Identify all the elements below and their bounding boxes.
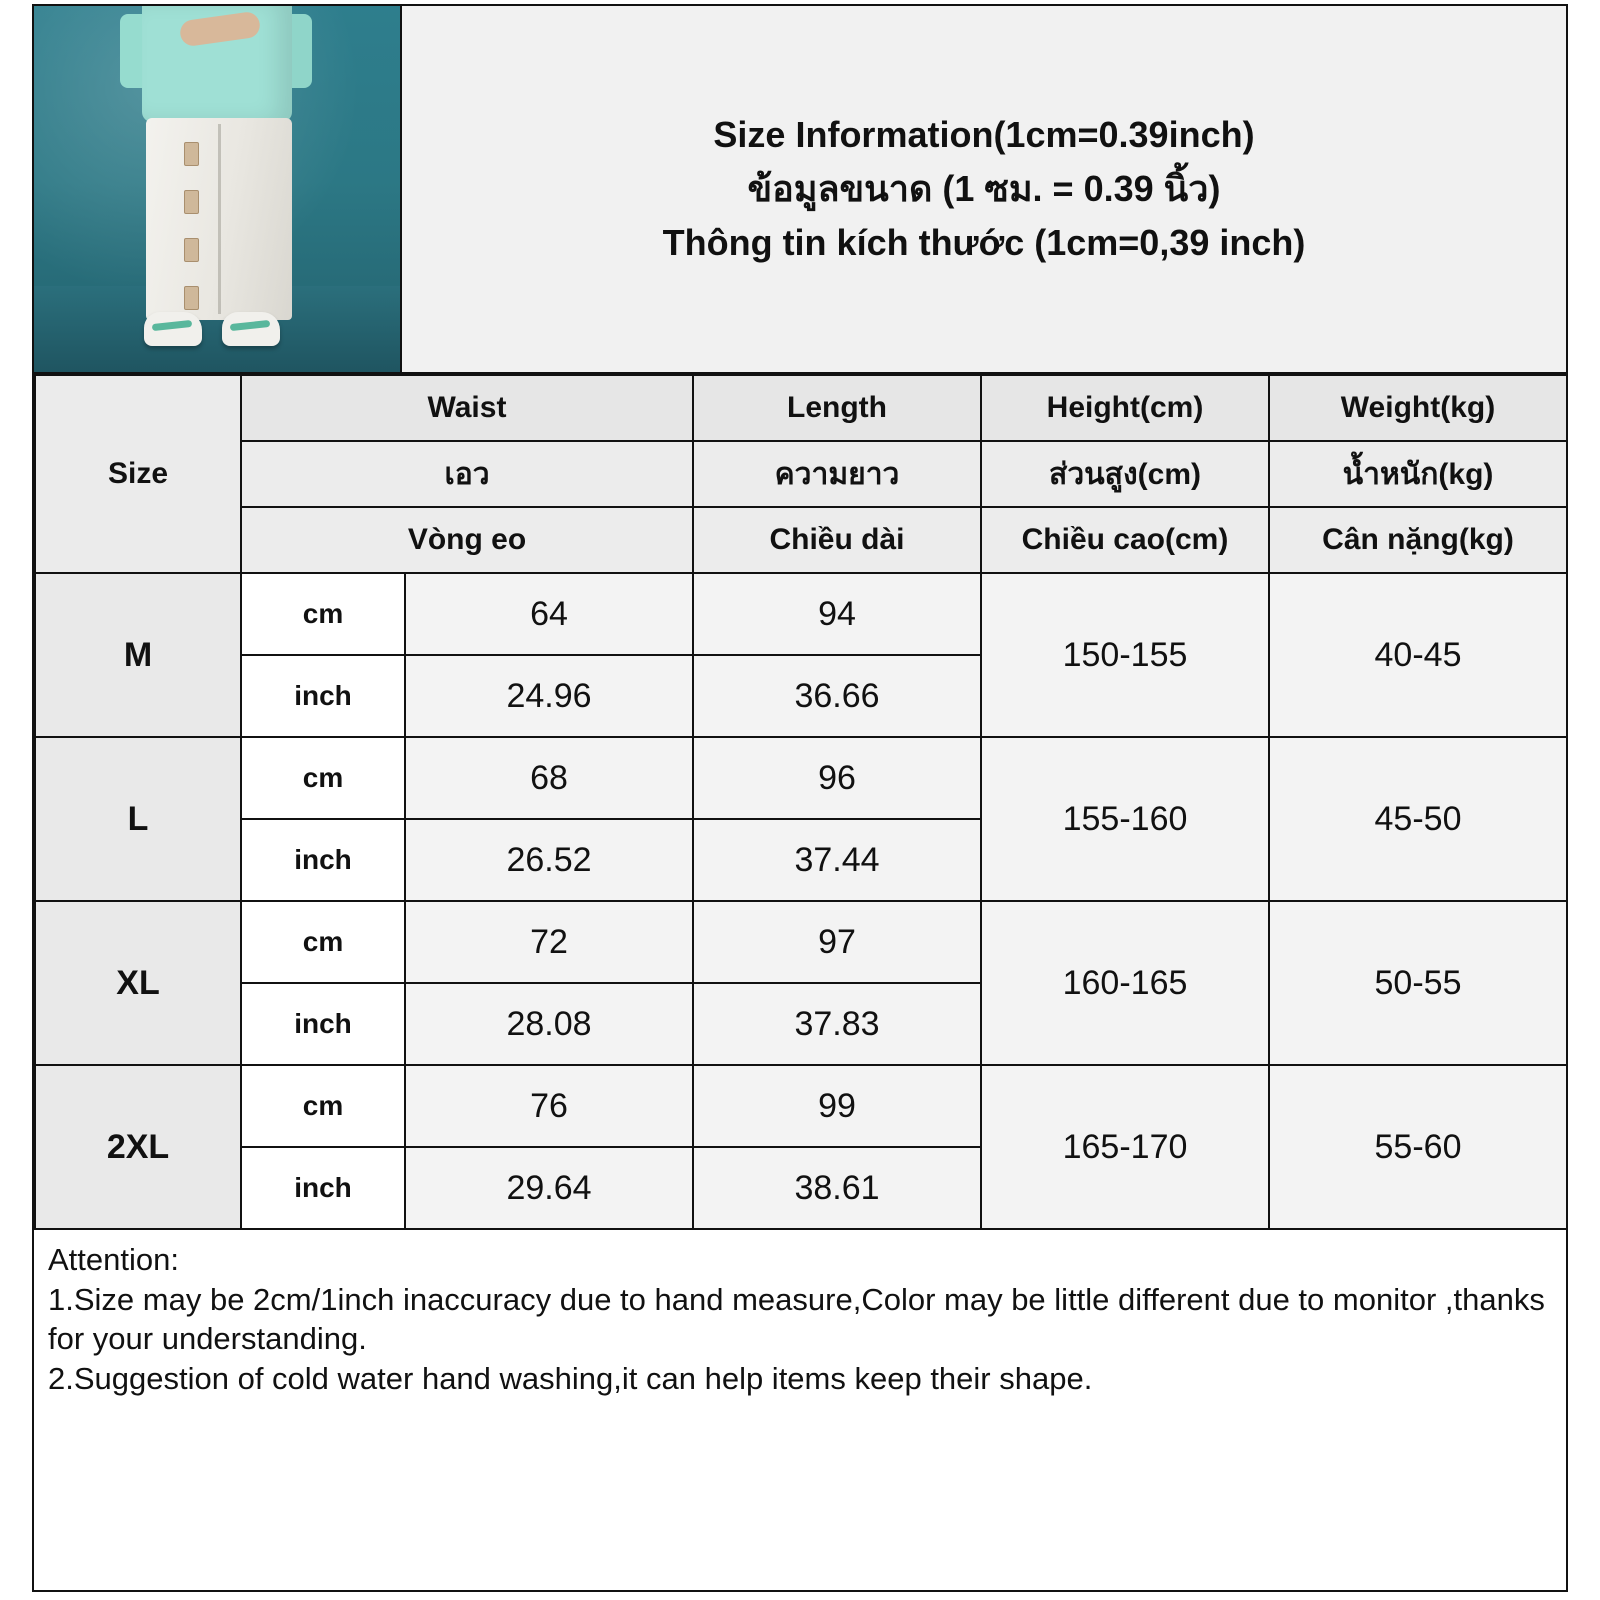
row-height: 150-155 (981, 573, 1269, 737)
photo-pants (146, 118, 292, 320)
photo-button (184, 190, 199, 214)
row-unit-cm: cm (241, 901, 405, 983)
row-height: 165-170 (981, 1065, 1269, 1229)
photo-button (184, 238, 199, 262)
row-length-cm: 97 (693, 901, 981, 983)
header-band (34, 6, 1566, 374)
table-header-row-vi (35, 507, 1567, 573)
header-length-en: Length (693, 375, 981, 441)
row-size-label: 2XL (35, 1065, 241, 1229)
photo-shoe-stripe (152, 320, 193, 331)
row-unit-inch: inch (241, 655, 405, 737)
row-length-inch: 37.83 (693, 983, 981, 1065)
header-waist-th: เอว (241, 441, 693, 507)
row-length-cm: 99 (693, 1065, 981, 1147)
row-unit-inch: inch (241, 1147, 405, 1229)
attention-note-2: 2.Suggestion of cold water hand washing,it can help items keep their shape. (48, 1361, 1093, 1397)
table-row (35, 901, 1567, 983)
header-weight-en: Weight(kg) (1269, 375, 1567, 441)
row-waist-cm: 72 (405, 901, 693, 983)
row-weight: 40-45 (1269, 573, 1567, 737)
row-waist-inch: 28.08 (405, 983, 693, 1065)
header-waist-en-real: Waist (241, 375, 693, 441)
photo-shoe-stripe (230, 320, 271, 331)
table-row (35, 1065, 1567, 1147)
row-length-cm: 94 (693, 573, 981, 655)
header-height-en: Height(cm) (981, 375, 1269, 441)
header-height-vi: Chiều cao(cm) (981, 507, 1269, 573)
row-length-cm: 96 (693, 737, 981, 819)
row-waist-inch: 29.64 (405, 1147, 693, 1229)
row-waist-inch: 24.96 (405, 655, 693, 737)
row-length-inch: 38.61 (693, 1147, 981, 1229)
title-thai: ข้อมูลขนาด (1 ซม. = 0.39 นิ้ว) (747, 168, 1221, 209)
row-length-inch: 37.44 (693, 819, 981, 901)
table-row (35, 737, 1567, 819)
row-length-inch: 36.66 (693, 655, 981, 737)
attention-note-1: 1.Size may be 2cm/1inch inaccuracy due to hand measure,Color may be little different due to monitor ,thanks for your understanding. (48, 1281, 1554, 1357)
header-height-th: ส่วนสูง(cm) (981, 441, 1269, 507)
title-block (402, 6, 1566, 372)
table-row (35, 573, 1567, 655)
row-unit-cm: cm (241, 737, 405, 819)
header-length-th: ความยาว (693, 441, 981, 507)
row-size-label: M (35, 573, 241, 737)
photo-button (184, 142, 199, 166)
row-weight: 55-60 (1269, 1065, 1567, 1229)
header-weight-vi: Cân nặng(kg) (1269, 507, 1567, 573)
row-weight: 50-55 (1269, 901, 1567, 1065)
row-weight: 45-50 (1269, 737, 1567, 901)
attention-title: Attention: (48, 1242, 179, 1277)
row-unit-cm: cm (241, 573, 405, 655)
row-size-label: XL (35, 901, 241, 1065)
row-waist-cm: 68 (405, 737, 693, 819)
attention-block (34, 1230, 1566, 1399)
size-table (34, 374, 1568, 1230)
header-waist-vi: Vòng eo (241, 507, 693, 573)
product-photo (34, 6, 402, 372)
row-waist-cm: 64 (405, 573, 693, 655)
row-height: 155-160 (981, 737, 1269, 901)
row-unit-inch: inch (241, 983, 405, 1065)
table-header-row-th (35, 441, 1567, 507)
row-height: 160-165 (981, 901, 1269, 1065)
header-length-vi: Chiều dài (693, 507, 981, 573)
size-chart-frame (32, 4, 1568, 1592)
row-unit-cm: cm (241, 1065, 405, 1147)
row-waist-inch: 26.52 (405, 819, 693, 901)
header-weight-th: น้ำหนัก(kg) (1269, 441, 1567, 507)
photo-shoe-left (144, 312, 202, 346)
row-unit-inch: inch (241, 819, 405, 901)
photo-shoe-right (222, 312, 280, 346)
photo-button (184, 286, 199, 310)
title-english: Size Information(1cm=0.39inch) (713, 114, 1255, 155)
header-size: Size (35, 375, 241, 573)
table-header-row-en (35, 375, 1567, 441)
photo-pants-seam (218, 124, 221, 314)
title-vietnamese: Thông tin kích thước (1cm=0,39 inch) (662, 222, 1306, 263)
row-size-label: L (35, 737, 241, 901)
row-waist-cm: 76 (405, 1065, 693, 1147)
